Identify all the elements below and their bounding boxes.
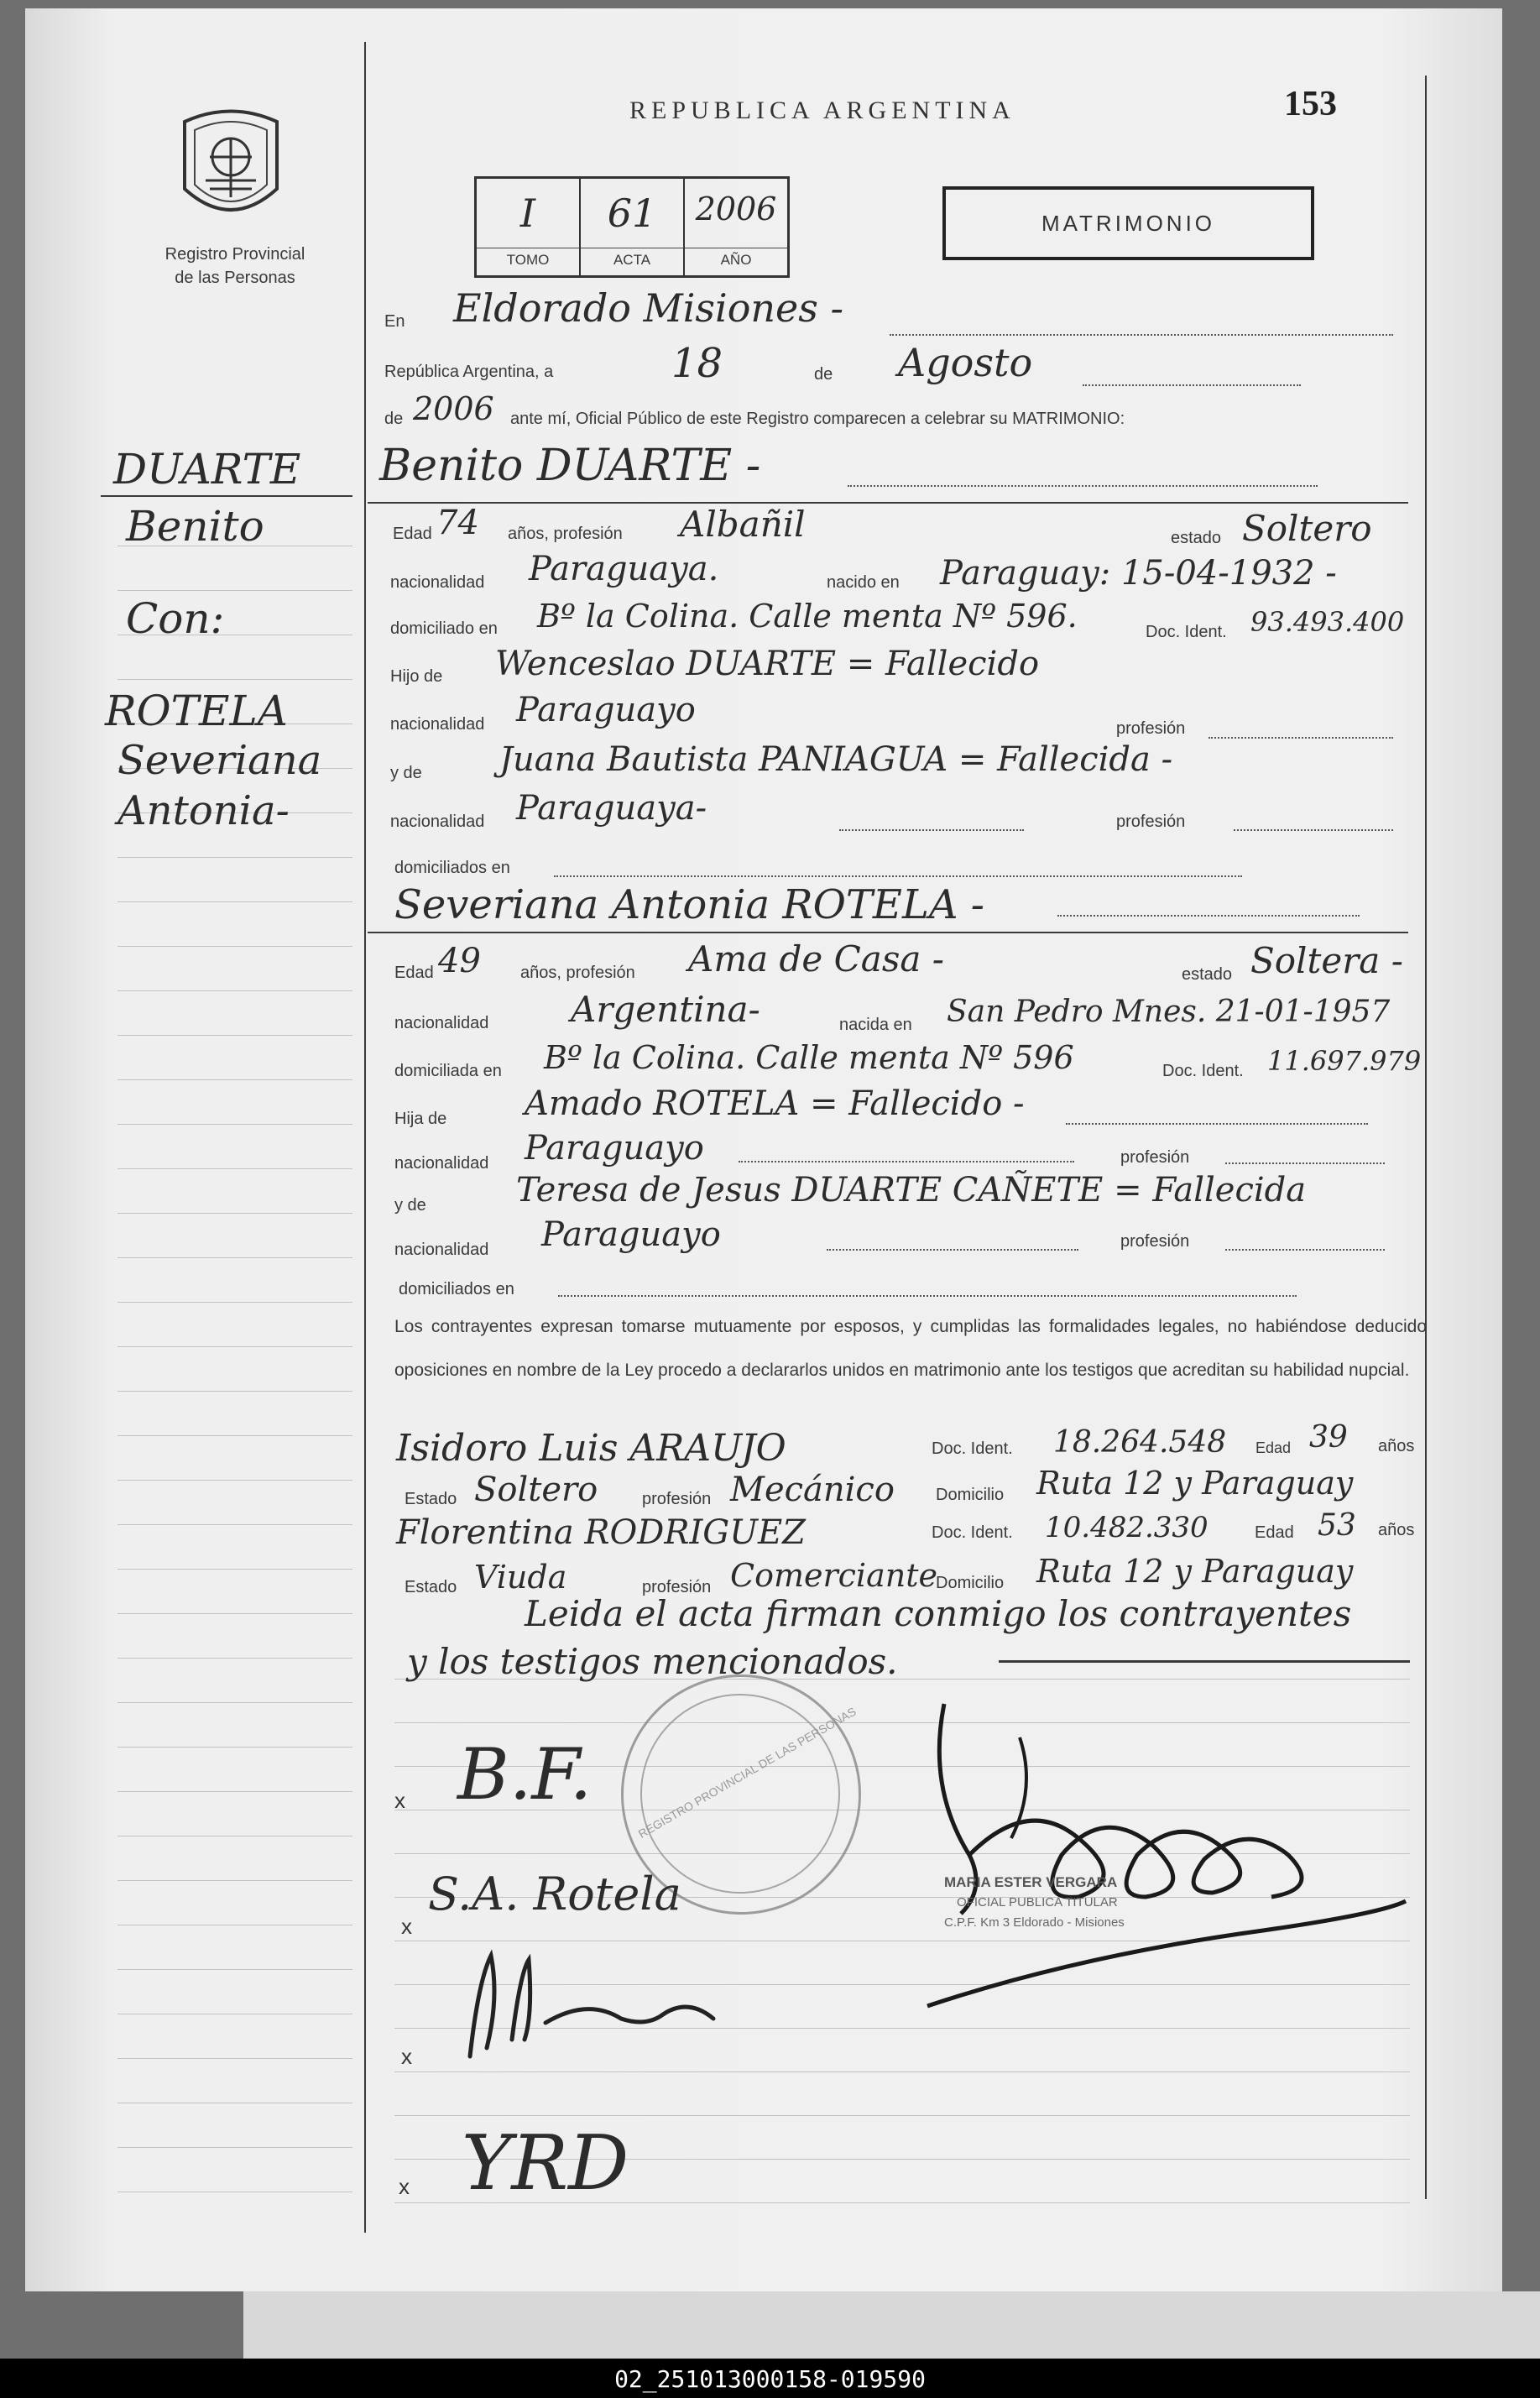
fill-line — [1057, 915, 1360, 917]
ruled-line — [117, 1524, 352, 1525]
label-anos-profesion: años, profesión — [520, 964, 635, 982]
bride-address: Bº la Colina. Calle menta Nº 596 — [544, 1039, 1074, 1076]
margin-name-groom: Benito — [126, 502, 264, 551]
registry-name-line2: de las Personas — [175, 269, 295, 287]
margin-surname-groom: DUARTE — [113, 445, 301, 494]
acta-cell — [581, 179, 685, 275]
fill-line — [558, 1295, 1297, 1297]
anio-cell — [685, 179, 787, 275]
registry-seal-icon — [176, 105, 285, 231]
fill-line — [1225, 1249, 1385, 1251]
legal-paragraph: Los contrayentes expresan tomarse mutuamente por esposos, y cumplidas las formalidades legales, no habiéndose deducido oposiciones en nombre de la Ley procedo a declararlos unidos en matrimonio ante los testigos que acreditan su habilidad nupcial. — [394, 1317, 1427, 1380]
ruled-line — [117, 946, 352, 947]
section-divider-groom — [368, 502, 1408, 504]
acta-label: ACTA — [581, 248, 683, 269]
label-ante: ante mí, Oficial Público de este Registro comparecen a celebrar su MATRIMONIO: — [510, 410, 1125, 428]
ruled-line — [117, 1702, 352, 1703]
groom-father-nationality: Paraguayo — [516, 691, 696, 729]
ruled-line — [117, 1480, 352, 1481]
label-edad: Edad — [1255, 1523, 1294, 1542]
bride-name: Severiana Antonia ROTELA - — [394, 881, 984, 928]
witness1-address: Ruta 12 y Paraguay — [1036, 1465, 1354, 1502]
ruled-line — [117, 1880, 352, 1881]
ruled-line — [117, 1168, 352, 1169]
official-stamp-title: OFICIAL PUBLICA TITULAR — [957, 1895, 1118, 1910]
registry-name-line1: Registro Provincial — [164, 245, 305, 264]
bride-birth: San Pedro Mnes. 21-01-1957 — [947, 995, 1391, 1029]
label-domicilio: Domicilio — [936, 1486, 1005, 1504]
fill-line — [1209, 737, 1393, 739]
closing-line2: y los testigos mencionados. — [407, 1641, 898, 1682]
witness2-profession: Comerciante — [730, 1557, 937, 1594]
tomo-value: I — [519, 191, 536, 236]
ruled-line — [117, 1302, 352, 1303]
official-stamp-name: MARIA ESTER VERGARA — [944, 1874, 1118, 1890]
official-stamp-office: C.P.F. Km 3 Eldorado - Misiones — [944, 1915, 1125, 1930]
ruled-line — [117, 1079, 352, 1080]
witness2-signature: YRD — [462, 2119, 629, 2207]
marriage-day: 18 — [671, 340, 723, 387]
fill-line — [1083, 384, 1301, 386]
margin-divider — [364, 42, 366, 2233]
label-nacionalidad: nacionalidad — [390, 573, 485, 592]
label-nacionalidad: nacionalidad — [394, 1154, 489, 1173]
ruled-line — [117, 1257, 352, 1258]
margin-name-bride: Severiana — [117, 737, 322, 784]
margin-surname-bride: ROTELA — [105, 687, 288, 735]
bride-father: Amado ROTELA = Fallecido - — [525, 1084, 1025, 1123]
label-profesion: profesión — [642, 1578, 712, 1596]
witness1-profession: Mecánico — [730, 1471, 895, 1509]
label-edad-small: Edad — [1255, 1439, 1292, 1456]
label-estado-cap: Estado — [405, 1490, 457, 1508]
label-y-de: y de — [390, 764, 422, 782]
label-estado-cap: Estado — [405, 1578, 457, 1596]
anio-label: AÑO — [685, 248, 787, 269]
ruled-line — [117, 2058, 352, 2059]
label-republica: República Argentina, a — [384, 363, 554, 381]
anio-value: 2006 — [695, 191, 777, 227]
groom-age: 74 — [436, 504, 479, 542]
marriage-year: 2006 — [413, 390, 494, 427]
fill-line — [1066, 1123, 1368, 1125]
bride-civil-status: Soltera - — [1250, 940, 1403, 981]
label-nacida-en: nacida en — [839, 1016, 912, 1034]
label-edad: Edad — [393, 525, 432, 543]
label-profesion: profesión — [1116, 719, 1186, 738]
label-doc-ident: Doc. Ident. — [932, 1439, 1013, 1458]
witness2-doc: 10.482.330 — [1045, 1511, 1209, 1544]
label-de-year: de — [384, 410, 404, 428]
ruled-line — [117, 857, 352, 858]
ruled-line — [117, 1658, 352, 1659]
groom-civil-status: Soltero — [1242, 508, 1372, 549]
groom-nationality: Paraguaya. — [529, 550, 719, 588]
marriage-place: Eldorado Misiones - — [453, 285, 844, 331]
country-header: REPUBLICA ARGENTINA — [629, 97, 1015, 124]
ruled-line — [117, 1613, 352, 1614]
ruled-line — [394, 2071, 1410, 2072]
marriage-month: Agosto — [898, 340, 1033, 385]
groom-name: Benito DUARTE - — [379, 441, 761, 491]
fill-line — [739, 1161, 1074, 1162]
label-estado: estado — [1182, 965, 1233, 984]
label-edad: Edad — [394, 964, 434, 982]
tomo-cell — [477, 179, 581, 275]
ruled-line — [117, 901, 352, 902]
ruled-line — [117, 679, 352, 680]
signature-x: x — [401, 2044, 412, 2069]
witness1-signature-icon — [453, 1947, 772, 2065]
witness1-status: Soltero — [474, 1471, 598, 1509]
label-doc-ident: Doc. Ident. — [1146, 623, 1227, 641]
label-nacionalidad: nacionalidad — [394, 1014, 489, 1032]
ruled-line — [117, 1969, 352, 1970]
signature-x: x — [394, 1788, 405, 1813]
label-y-de: y de — [394, 1196, 426, 1215]
groom-birth: Paraguay: 15-04-1932 - — [940, 554, 1337, 593]
ruled-line — [117, 1346, 352, 1347]
tomo-label: TOMO — [477, 248, 579, 269]
ruled-line — [117, 590, 352, 591]
file-id: 02_251013000158-019590 — [614, 2365, 926, 2393]
closing-line1: Leida el acta firman conmigo los contrayentes — [525, 1593, 1352, 1634]
fill-line — [1225, 1162, 1385, 1164]
ruled-line — [117, 1747, 352, 1748]
label-domiciliado-en: domiciliado en — [390, 619, 498, 638]
ruled-line — [117, 1791, 352, 1792]
label-de: de — [814, 365, 833, 384]
page-edge — [243, 2291, 1540, 2359]
official-signature-icon — [911, 1687, 1431, 2023]
label-nacido-en: nacido en — [827, 573, 900, 592]
page-number: 153 — [1284, 85, 1337, 123]
fill-line — [839, 829, 1024, 831]
label-anos: años — [1378, 1521, 1415, 1539]
bride-mother-nationality: Paraguayo — [541, 1215, 721, 1254]
fill-line — [848, 485, 1318, 487]
bride-nationality: Argentina- — [571, 989, 760, 1030]
ruled-line — [117, 1124, 352, 1125]
closing-line — [999, 1660, 1410, 1663]
fill-line — [890, 334, 1393, 336]
groom-father: Wenceslao DUARTE = Fallecido — [495, 645, 1040, 683]
witness2-address: Ruta 12 y Paraguay — [1036, 1553, 1354, 1590]
groom-profession: Albañil — [680, 504, 806, 545]
bride-age: 49 — [438, 942, 481, 980]
label-hijo-de: Hijo de — [390, 667, 443, 686]
label-hija-de: Hija de — [394, 1110, 447, 1128]
label-profesion: profesión — [1116, 812, 1186, 831]
ruled-line — [117, 990, 352, 991]
label-domiciliados-en: domiciliados en — [399, 1280, 514, 1298]
margin-name-bride-2: Antonia- — [117, 787, 290, 834]
signature-x: x — [401, 1914, 412, 1939]
ruled-line — [117, 1213, 352, 1214]
witness1-name: Isidoro Luis ARAUJO — [396, 1427, 786, 1470]
label-domicilio: Domicilio — [936, 1574, 1005, 1592]
witness2-status: Viuda — [474, 1559, 567, 1596]
label-profesion: profesión — [1120, 1148, 1190, 1167]
record-number-box — [474, 176, 790, 278]
label-doc-ident: Doc. Ident. — [932, 1523, 1013, 1542]
ruled-line — [117, 1435, 352, 1436]
fill-line — [1234, 829, 1393, 831]
label-nacionalidad: nacionalidad — [390, 812, 485, 831]
label-nacionalidad: nacionalidad — [390, 715, 485, 734]
groom-mother-nationality: Paraguaya- — [516, 789, 707, 828]
groom-doc: 93.493.400 — [1250, 606, 1405, 638]
groom-address: Bº la Colina. Calle menta Nº 596. — [537, 598, 1078, 635]
groom-mother: Juana Bautista PANIAGUA = Fallecida - — [499, 740, 1173, 779]
stamp-text: REGISTRO PROVINCIAL DE LAS PERSONAS — [635, 1704, 859, 1841]
bride-profession: Ama de Casa - — [688, 938, 944, 980]
ruled-line — [394, 2115, 1410, 2116]
bride-father-nationality: Paraguayo — [525, 1129, 704, 1168]
witness1-doc: 18.264.548 — [1053, 1425, 1227, 1460]
label-profesion: profesión — [642, 1490, 712, 1508]
label-doc-ident: Doc. Ident. — [1162, 1062, 1244, 1080]
witness2-age: 53 — [1318, 1508, 1356, 1543]
groom-signature: B.F. — [457, 1733, 593, 1815]
fill-line — [827, 1249, 1078, 1251]
witness1-age: 39 — [1309, 1420, 1348, 1455]
ruled-line — [117, 1569, 352, 1570]
ruled-line — [117, 1035, 352, 1036]
record-type-box: MATRIMONIO — [942, 186, 1314, 260]
label-en: En — [384, 312, 405, 331]
witness2-name: Florentina RODRIGUEZ — [396, 1513, 806, 1552]
ruled-line — [117, 1391, 352, 1392]
signature-x: x — [399, 2174, 410, 2199]
label-anos-profesion: años, profesión — [508, 525, 623, 543]
ruled-line — [117, 2147, 352, 2148]
label-profesion: profesión — [1120, 1232, 1190, 1251]
bride-doc: 11.697.979 — [1267, 1045, 1422, 1077]
label-estado: estado — [1171, 529, 1222, 547]
margin-underline — [101, 495, 352, 497]
label-nacionalidad: nacionalidad — [394, 1241, 489, 1259]
label-domiciliada-en: domiciliada en — [394, 1062, 502, 1080]
label-domiciliados-en: domiciliados en — [394, 859, 510, 877]
bride-mother: Teresa de Jesus DUARTE CAÑETE = Fallecida — [516, 1171, 1307, 1209]
label-anos: años — [1378, 1437, 1415, 1455]
section-divider-bride — [368, 932, 1408, 933]
margin-con: Con: — [126, 594, 225, 643]
fill-line — [554, 875, 1242, 877]
bride-signature: S.A. Rotela — [428, 1868, 681, 1920]
acta-value: 61 — [607, 191, 657, 236]
